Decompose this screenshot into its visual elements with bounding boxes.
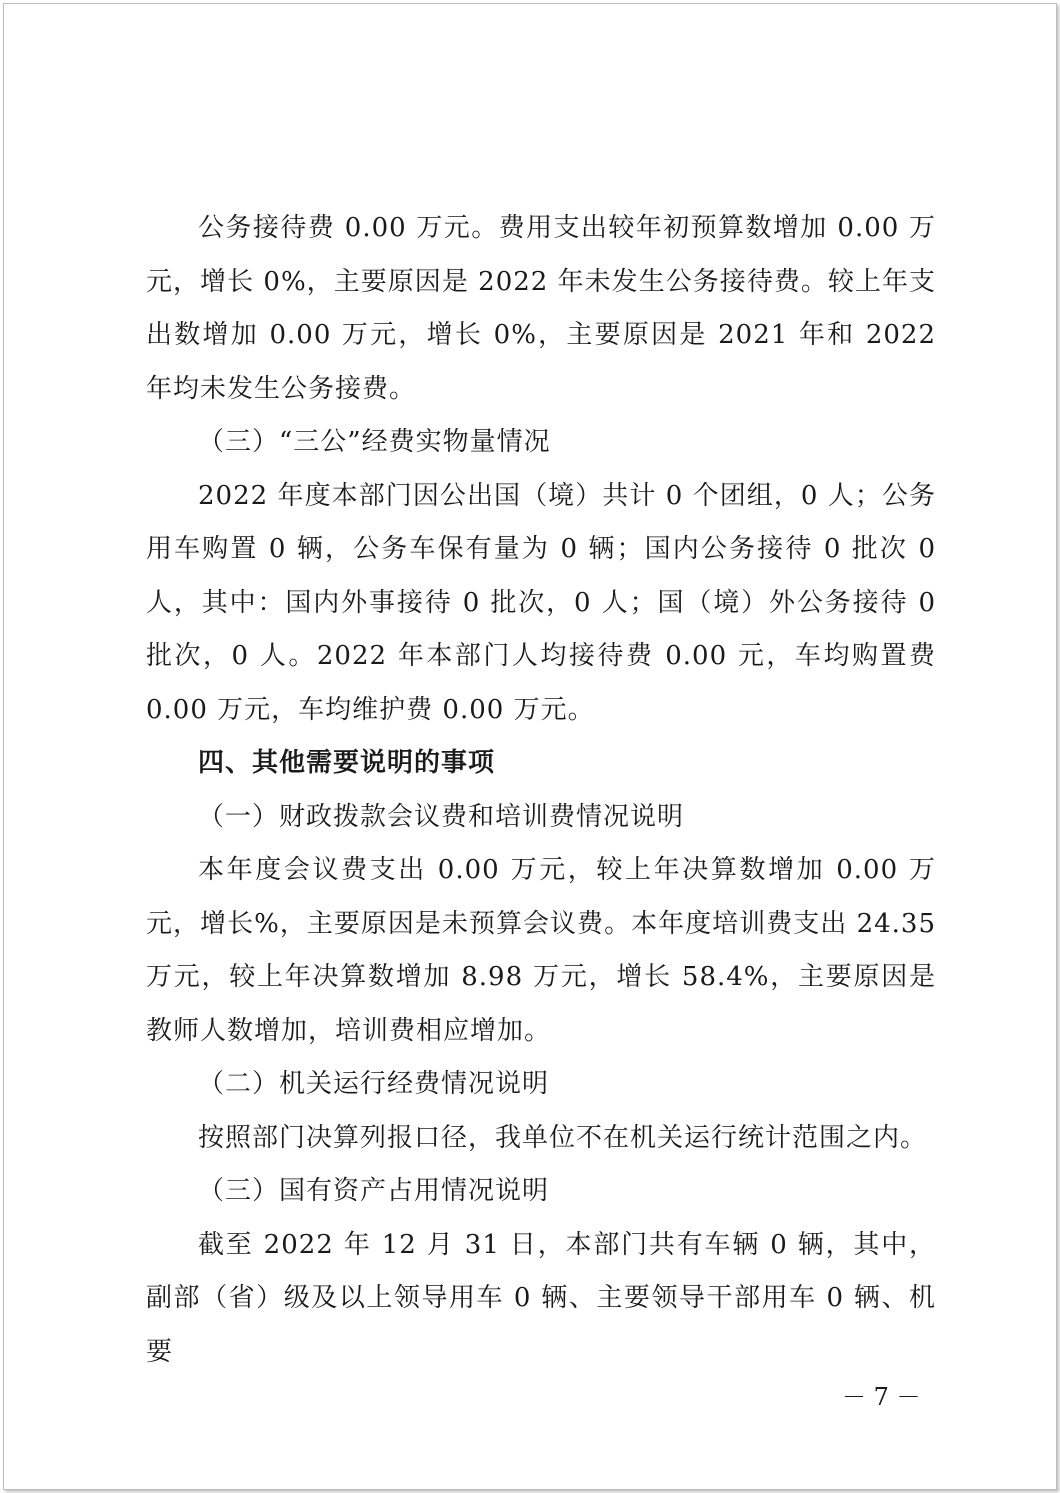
heading-sangong-physical: （三）“三公”经费实物量情况 — [198, 427, 551, 457]
paragraph-meeting-training: 本年度会议费支出 0.00 万元，较上年决算数增加 0.00 万元，增长%，主要原因是未预算会议费。本年度培训费支出 24.35 万元，较上年决算数增加 8.98 万元，增长 58.4%，主要原因是教师人数增加，培训费相应增加。 — [146, 855, 936, 1046]
document-page — [3, 3, 1057, 1490]
page-body — [146, 202, 936, 1379]
paragraph-state-assets: 截至 2022 年 12 月 31 日，本部门共有车辆 0 辆，其中，副部（省）级及以上领导用车 0 辆、主要领导干部用车 0 辆、机要 — [146, 1229, 936, 1367]
paragraph-sangong-physical: 2022 年度本部门因公出国（境）共计 0 个团组，0 人；公务用车购置 0 辆，公务车保有量为 0 辆；国内公务接待 0 批次 0 人，其中：国内外事接待 0 批次，0 人；国（境）外公务接待 0 批次，0 人。2022 年本部门人均接待费 0.00 元，车均购置费 0.00 万元，车均维护费 0.00 万元。 — [146, 480, 936, 725]
heading-other-matters: 四、其他需要说明的事项 — [198, 748, 496, 778]
heading-operating-funds: （二）机关运行经费情况说明 — [198, 1069, 550, 1099]
heading-state-assets: （三）国有资产占用情况说明 — [198, 1176, 550, 1206]
heading-meeting-training: （一）财政拨款会议费和培训费情况说明 — [198, 801, 685, 832]
page-number: － 7 － — [842, 1383, 921, 1411]
paragraph-reception-fee: 公务接待费 0.00 万元。费用支出较年初预算数增加 0.00 万元，增长 0%，主要原因是 2022 年未发生公务接待费。较上年支出数增加 0.00 万元，增长 0%，主要原因是 2021 年和 2022 年均未发生公务接费。 — [146, 213, 936, 404]
paragraph-operating-funds: 按照部门决算列报口径，我单位不在机关运行统计范围之内。 — [198, 1122, 928, 1153]
